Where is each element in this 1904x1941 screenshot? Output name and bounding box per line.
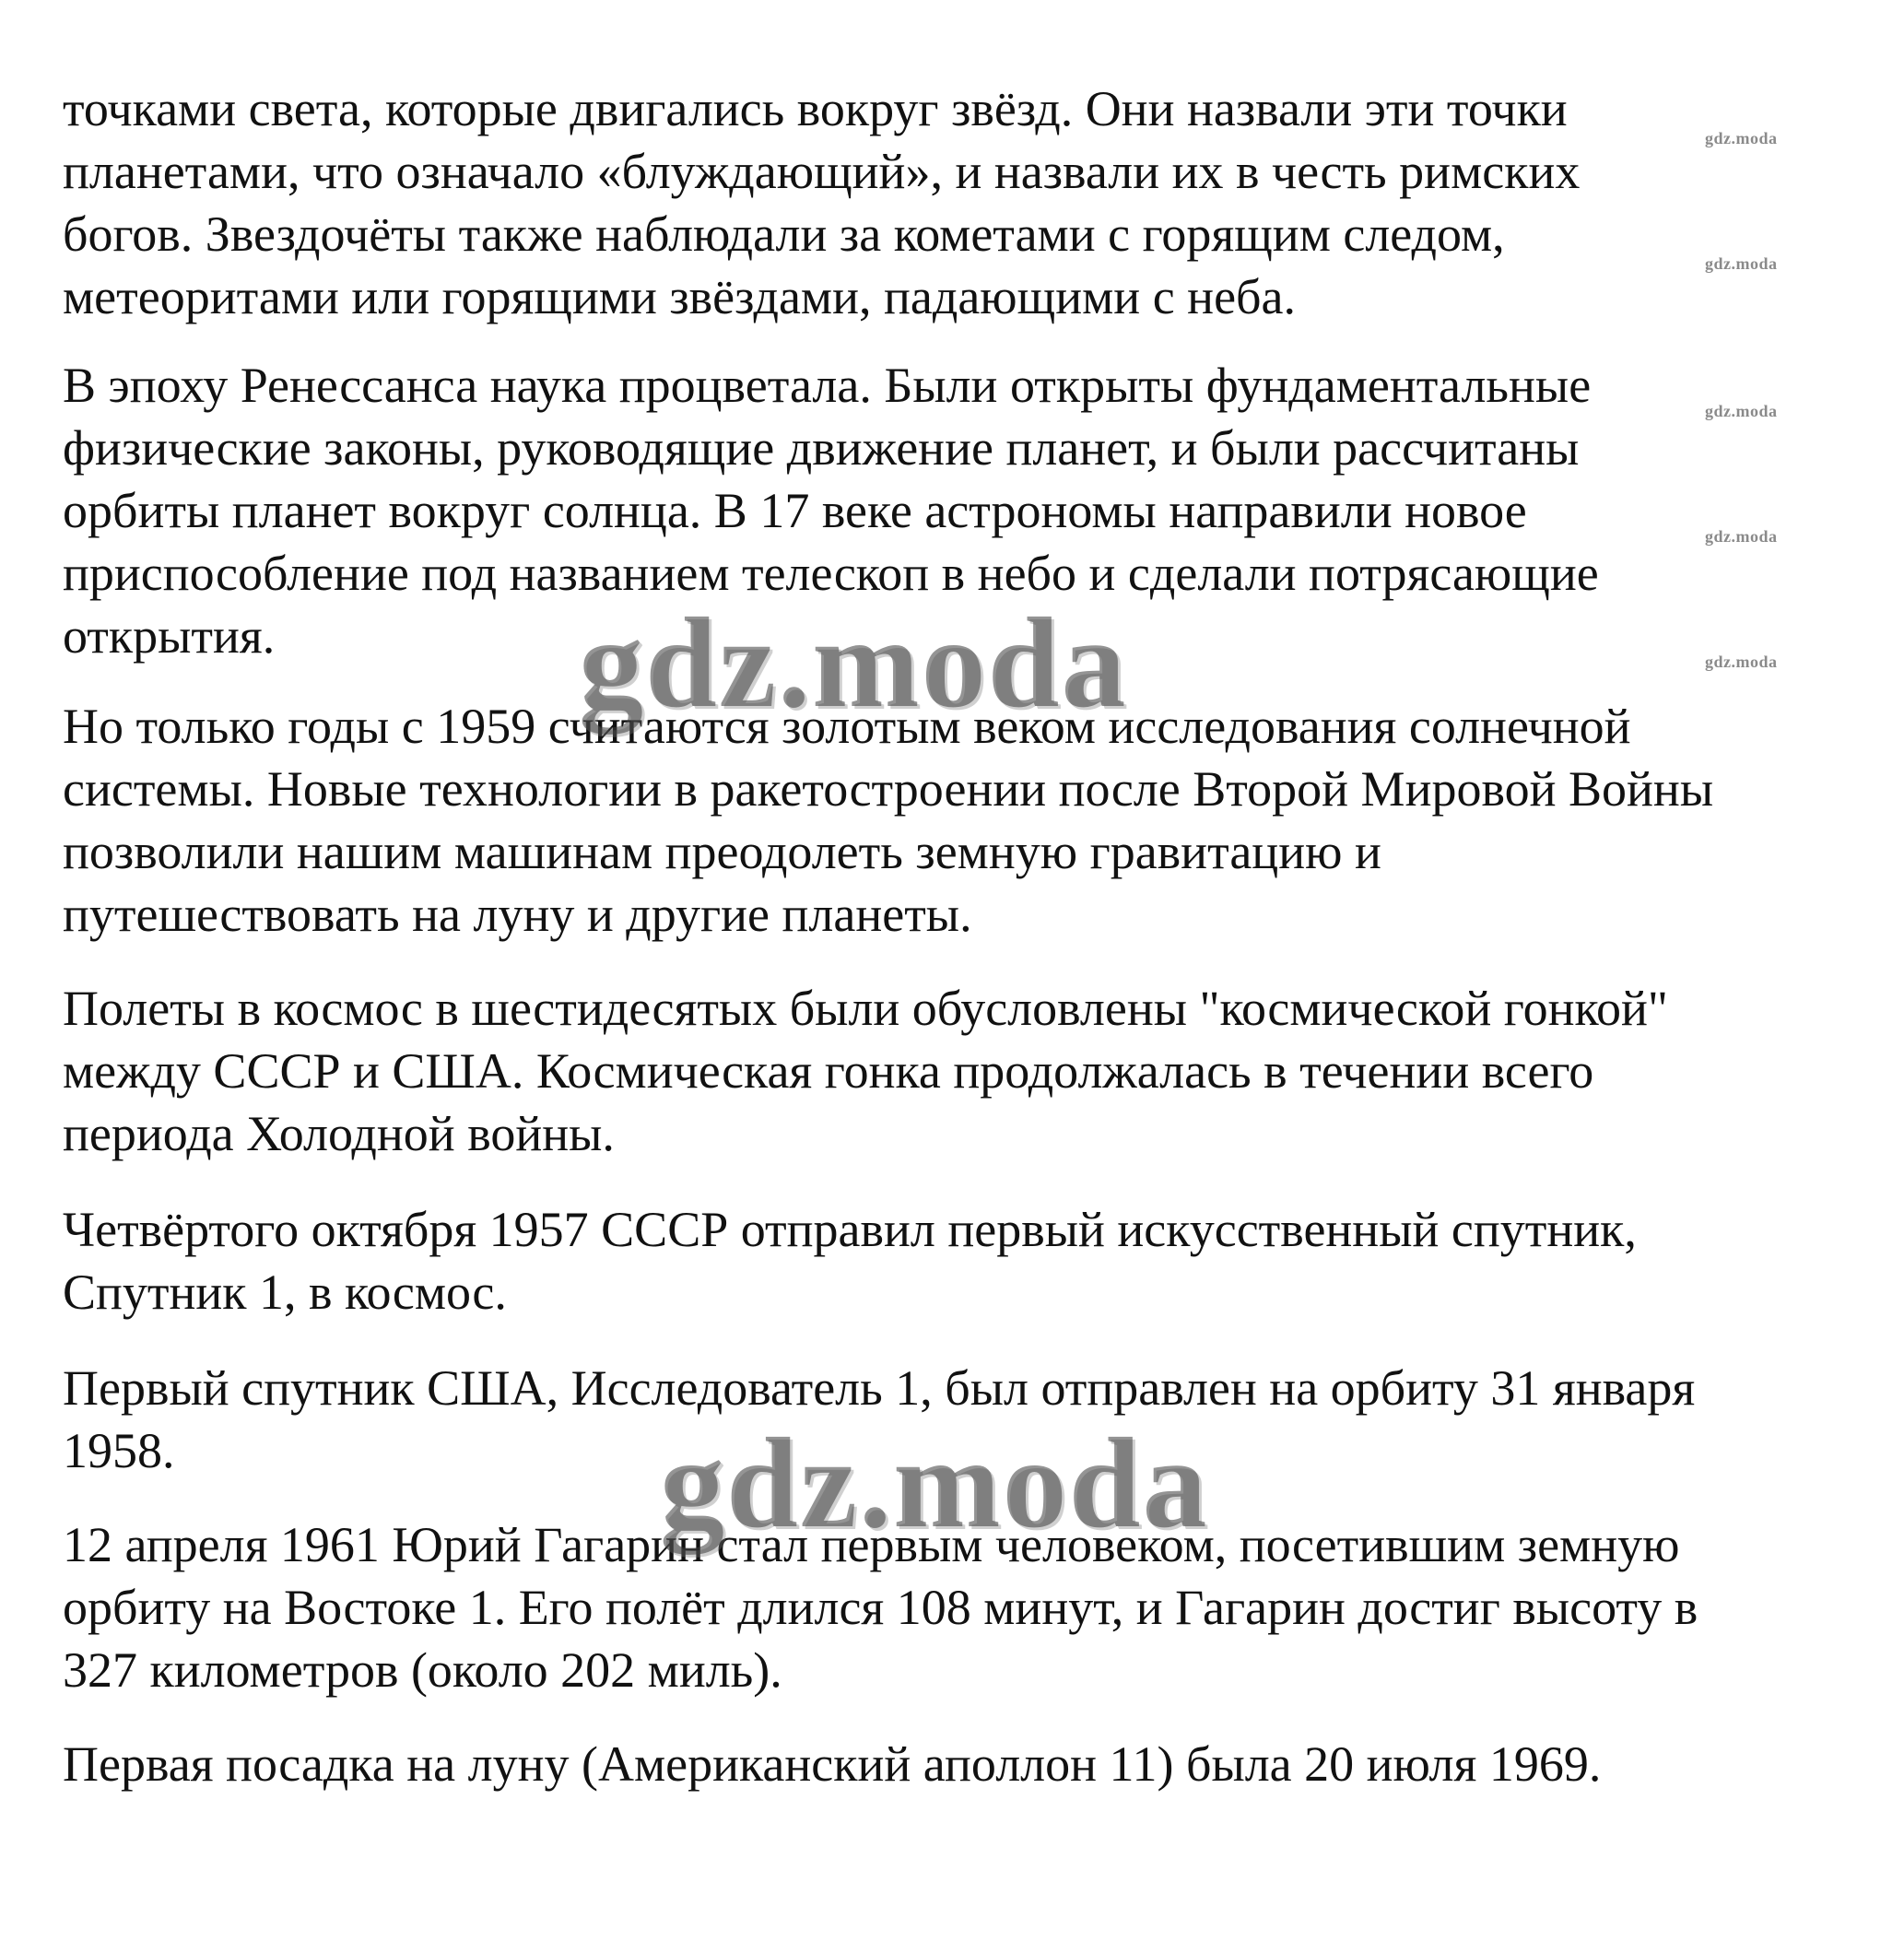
text-line: между СССР и США. Космическая гонка продолжалась в течении всего — [63, 1043, 1594, 1099]
text-line: физические законы, руководящие движение планет, и были рассчитаны — [63, 420, 1580, 476]
text-line: Первая посадка на луну (Американский аполлон 11) была 20 июля 1969. — [63, 1736, 1602, 1792]
text-line: открытия. — [63, 608, 276, 664]
paragraph-8 — [63, 1733, 1869, 1795]
text-line: Но только годы с 1959 считаются золотым веком исследования солнечной — [63, 699, 1631, 754]
text-line: системы. Новые технологии в ракетостроении после Второй Мировой Войны — [63, 761, 1714, 817]
watermark-large: gdz.moda — [660, 1412, 1209, 1555]
text-line: приспособление под названием телескоп в небо и сделали потрясающие — [63, 546, 1599, 601]
watermark-small: gdz.moda — [1705, 653, 1778, 671]
paragraph-5 — [63, 1198, 1869, 1323]
paragraph-4 — [63, 977, 1869, 1165]
text-line: путешествовать на луну и другие планеты. — [63, 887, 972, 942]
text-line: Полеты в космос в шестидесятых были обусловлены "космической гонкой" — [63, 981, 1668, 1036]
watermark-small: gdz.moda — [1705, 527, 1778, 546]
paragraph-1 — [63, 77, 1869, 328]
watermark-small: gdz.moda — [1705, 402, 1778, 420]
text-line: позволили нашим машинам преодолеть земную гравитацию и — [63, 824, 1381, 879]
text-line: планетами, что означало «блуждающий», и назвали их в честь римских — [63, 144, 1581, 199]
text-line: Четвёртого октября 1957 СССР отправил первый искусственный спутник, — [63, 1202, 1637, 1257]
text-line: 327 километров (около 202 миль). — [63, 1642, 782, 1698]
text-line: богов. Звездочёты также наблюдали за кометами с горящим следом, — [63, 206, 1505, 262]
watermark-large: gdz.moda — [579, 592, 1128, 735]
text-line: В эпоху Ренессанса наука процветала. Были открыты фундаментальные — [63, 358, 1592, 413]
text-line: периода Холодной войны. — [63, 1106, 615, 1161]
text-line: Первый спутник США, Исследователь 1, был отправлен на орбиту 31 января — [63, 1360, 1696, 1416]
watermark-small: gdz.moda — [1705, 129, 1778, 147]
text-line: 1958. — [63, 1423, 175, 1478]
text-line: точками света, которые двигались вокруг звёзд. Они назвали эти точки — [63, 81, 1568, 136]
text-line: метеоритами или горящими звёздами, падающими с неба. — [63, 269, 1296, 324]
text-line: Спутник 1, в космос. — [63, 1265, 507, 1320]
watermark-small: gdz.moda — [1705, 254, 1778, 273]
text-line: орбиту на Востоке 1. Его полёт длился 108 минут, и Гагарин достиг высоту в — [63, 1580, 1698, 1635]
text-line: орбиты планет вокруг солнца. В 17 веке астрономы направили новое — [63, 483, 1527, 538]
text-line: 12 апреля 1961 Юрий Гагарин стал первым человеком, посетившим земную — [63, 1517, 1680, 1572]
